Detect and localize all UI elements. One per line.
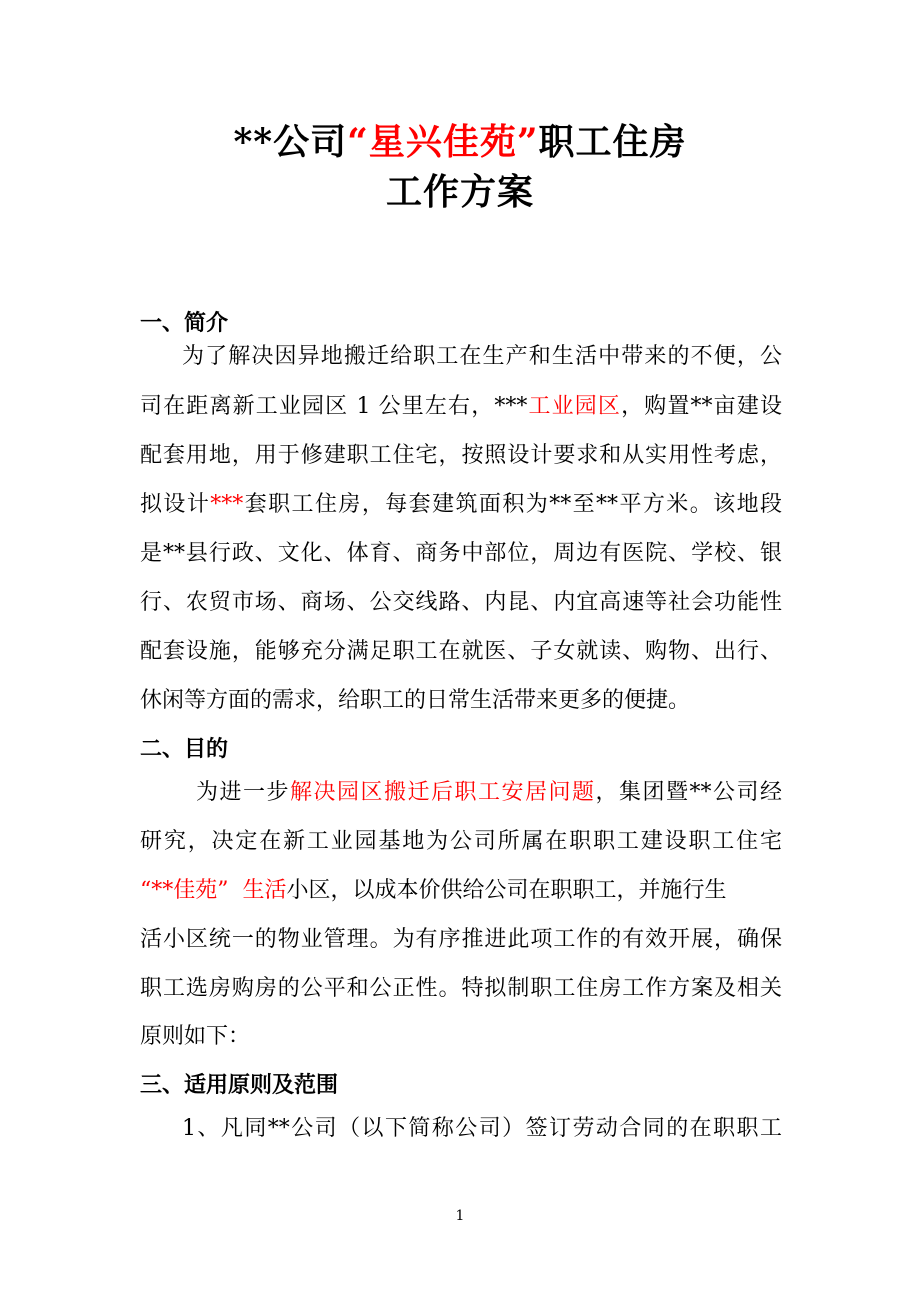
text-run: 套职工住房，每套建筑面积为**至**平方米。该地段 xyxy=(243,492,782,517)
highlight-text: 工业园区 xyxy=(527,394,622,419)
title-project-name: “星兴佳苑” xyxy=(347,121,539,163)
text-run: 小区，以成本价供给公司在职职工，并施行生 xyxy=(286,878,727,903)
paragraph-line: 原则如下： xyxy=(140,1024,251,1049)
paragraph-line: 为了解决因异地搬迁给职工在生产和生活中带来的不便，公 xyxy=(182,344,782,369)
paragraph-line: 1、凡同**公司（以下简称公司）签订劳动合同的在职职工 xyxy=(182,1116,782,1141)
paragraph-line xyxy=(140,392,782,422)
title-suffix: 职工住房 xyxy=(538,121,687,163)
paragraph-line: 行、农贸市场、商场、公交线路、内昆、内宜高速等社会功能性 xyxy=(140,590,782,615)
paragraph-line: 配套设施，能够充分满足职工在就医、子女就读、购物、出行、 xyxy=(140,639,782,664)
paragraph-line: 职工选房购房的公平和公正性。特拟制职工住房工作方案及相关 xyxy=(140,976,782,1001)
paragraph-line xyxy=(140,876,727,906)
text-run: 为进一步 xyxy=(196,780,290,805)
page-number: 1 xyxy=(455,1208,465,1224)
paragraph-line: 研究，决定在新工业园基地为公司所属在职职工建设职工住宅 xyxy=(140,829,782,854)
paragraph-line xyxy=(196,778,782,808)
highlight-text: *** xyxy=(210,492,244,517)
highlight-text: “**佳苑” 生活 xyxy=(140,878,287,903)
paragraph-line: 活小区统一的物业管理。为有序推进此项工作的有效开展，确保 xyxy=(140,927,782,952)
document-title-line1 xyxy=(0,114,920,165)
paragraph-line: 休闲等方面的需求，给职工的日常生活带来更多的便捷。 xyxy=(140,688,691,713)
paragraph-line: 配套用地，用于修建职工住宅，按照设计要求和从实用性考虑， xyxy=(140,443,782,468)
document-title-line2: 工作方案 xyxy=(385,171,534,213)
text-run: 拟设计 xyxy=(140,492,211,517)
text-run: ，集团暨**公司经 xyxy=(595,780,782,805)
section-heading-purpose: 二、目的 xyxy=(140,736,229,762)
highlight-text: 解决园区搬迁后职工安居问题 xyxy=(290,780,596,805)
text-run: 司在距离新工业园区 1 公里左右，*** xyxy=(140,394,528,419)
section-heading-intro: 一、简介 xyxy=(140,310,229,336)
paragraph-line xyxy=(140,490,782,520)
section-heading-scope: 三、适用原则及范围 xyxy=(140,1072,339,1098)
title-prefix: **公司 xyxy=(233,121,348,163)
text-run: ，购置**亩建设 xyxy=(621,394,782,419)
paragraph-line: 是**县行政、文化、体育、商务中部位，周边有医院、学校、银 xyxy=(140,541,782,566)
